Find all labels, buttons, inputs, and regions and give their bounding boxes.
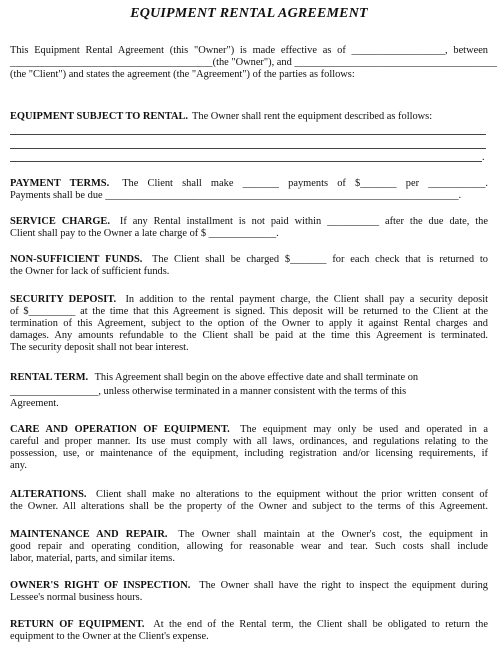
service-line-1: If any Rental installment is not paid within __________ after the due date, the — [119, 216, 488, 227]
equipment-blank-line-1 — [10, 134, 486, 135]
return-heading: RETURN OF EQUIPMENT. — [10, 619, 145, 630]
deposit-line-5: The security deposit shall not bear interest. — [10, 342, 189, 353]
care-line-1: The equipment may only be used and operated in a — [240, 424, 489, 435]
payment-line-2: Payments shall be due ____________________________________________________________________. — [10, 190, 462, 201]
inspection-heading: OWNER'S RIGHT OF INSPECTION. — [10, 580, 191, 591]
inspection-line-2: Lessee's normal business hours. — [10, 592, 143, 603]
alterations-line-1: Client shall make no alterations to the equipment without the prior written consent of — [96, 489, 488, 500]
term-line-3: Agreement. — [10, 398, 59, 409]
care-line-2: careful and proper manner. Its use must comply with all laws, ordinances, and regulations relating to the — [10, 436, 488, 447]
maintenance-section — [10, 529, 488, 541]
nsf-line-2: the Owner for lack of sufficient funds. — [10, 266, 170, 277]
inspection-line-1: The Owner shall have the right to inspect the equipment during — [199, 580, 488, 591]
service-section — [10, 216, 488, 228]
alterations-section — [10, 489, 488, 501]
service-heading: SERVICE CHARGE. — [10, 216, 110, 227]
nsf-section — [10, 254, 488, 266]
nsf-heading: NON-SUFFICIENT FUNDS. — [10, 254, 143, 265]
term-section — [10, 372, 418, 384]
maintenance-line-3: labor, material, parts, and similar items. — [10, 553, 175, 564]
term-heading: RENTAL TERM. — [10, 372, 89, 383]
return-line-1: At the end of the Rental term, the Client shall be obligated to return the — [153, 619, 488, 630]
maintenance-line-2: good repair and operating condition, allowing for reasonable wear and tear. Such costs shall include — [10, 541, 488, 552]
equipment-end-mark: . — [482, 152, 485, 163]
payment-line-1: The Client shall make _______ payments of $_______ per ___________. — [122, 178, 488, 189]
service-line-2: Client shall pay to the Owner a late charge of $ _____________. — [10, 228, 279, 239]
care-heading: CARE AND OPERATION OF EQUIPMENT. — [10, 424, 230, 435]
deposit-line-4: damages. Any amounts refundable to the Client shall be paid at the time this Agreement is terminated. — [10, 330, 488, 341]
deposit-section — [10, 294, 488, 306]
maintenance-line-1: The Owner shall maintain at the Owner's cost, the equipment in — [178, 529, 488, 540]
care-line-3: possession, use, or maintenance of the equipment, including registration and/or licensing requirements, if — [10, 448, 488, 459]
deposit-line-2: of $_________ at the time that this Agreement is signed. This deposit will be returned to the Client at the — [10, 306, 488, 317]
deposit-line-3: termination of this Agreement, subject to the option of the Owner to apply it against Rental charges and — [10, 318, 488, 329]
equipment-blank-line-2 — [10, 148, 486, 149]
return-line-2: equipment to the Owner at the Client's expense. — [10, 631, 209, 642]
document-title: EQUIPMENT RENTAL AGREEMENT — [130, 6, 368, 21]
term-line-1: This Agreement shall begin on the above effective date and shall terminate on — [94, 372, 419, 383]
return-section — [10, 619, 488, 631]
deposit-heading: SECURITY DEPOSIT. — [10, 294, 117, 305]
payment-heading: PAYMENT TERMS. — [10, 178, 110, 189]
nsf-line-1: The Client shall be charged $_______ for each check that is returned to — [152, 254, 488, 265]
equipment-heading: EQUIPMENT SUBJECT TO RENTAL. — [10, 111, 189, 122]
equipment-section — [10, 111, 432, 123]
intro-line-2: _______________________________________(the "Owner"), and _______________________________________ — [10, 57, 497, 68]
equipment-text: The Owner shall rent the equipment described as follows: — [192, 111, 433, 122]
alterations-heading: ALTERATIONS. — [10, 489, 87, 500]
term-line-2: _________________, unless otherwise terminated in a manner consistent with the terms of this — [10, 386, 407, 397]
payment-section — [10, 178, 488, 190]
maintenance-heading: MAINTENANCE AND REPAIR. — [10, 529, 168, 540]
alterations-line-2: the Owner. All alterations shall be the property of the Owner and subject to the terms of this Agreement. — [10, 501, 488, 512]
intro-line-1: This Equipment Rental Agreement (this "Owner") is made effective as of __________________, between — [10, 45, 488, 56]
care-section — [10, 424, 488, 436]
deposit-line-1: In addition to the rental payment charge, the Client shall pay a security deposit — [125, 294, 488, 305]
intro-line-3: (the "Client") and states the agreement (the "Agreement") of the parties as follows: — [10, 69, 355, 80]
inspection-section — [10, 580, 488, 592]
equipment-blank-line-3 — [10, 161, 482, 162]
care-line-4: any. — [10, 460, 27, 471]
